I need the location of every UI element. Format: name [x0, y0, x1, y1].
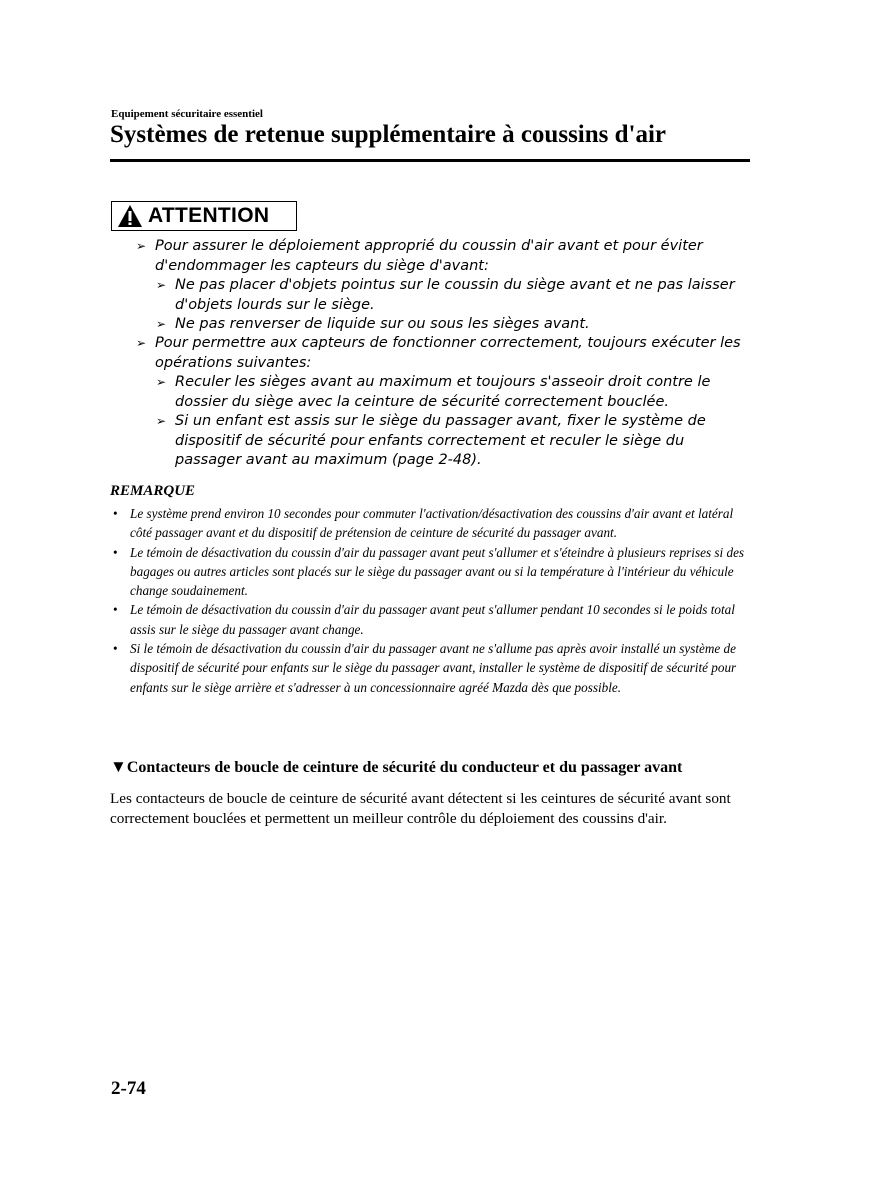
- bullet-icon: •: [113, 641, 118, 657]
- attention-label: ATTENTION: [148, 204, 270, 227]
- remarque-item-text: Si le témoin de désactivation du coussin d'air du passager avant ne s'allume pas après avoir installé un système de dispositif de sécurité pour enfants sur le siège du passager avant, installer le système de dispositif de sécurité pour enfants sur le siège arrière et s'adresser à un concessionnaire agréé Mazda dès que possible.: [130, 641, 737, 695]
- bullet-icon: •: [113, 602, 118, 618]
- warning-triangle-icon: [117, 204, 143, 228]
- bullet-icon: •: [113, 544, 118, 560]
- arrow-bullet-icon: ➢: [156, 414, 167, 428]
- remarque-item: [113, 504, 755, 543]
- attention-subitem: [156, 412, 740, 471]
- attention-item-text: Pour assurer le déploiement approprié du coussin d'air avant et pour éviter d'endommager les capteurs du siège d'avant:: [155, 238, 703, 274]
- remarque-item-text: Le système prend environ 10 secondes pour commuter l'activation/désactivation des coussins d'air avant et latéral côté passager avant et du dispositif de prétension de ceinture de sécurité du passager avant.: [130, 506, 734, 541]
- attention-subitem-text: Ne pas placer d'objets pointus sur le coussin du siège avant et ne pas laisser d'objets lourds sur le siège.: [175, 277, 735, 313]
- remarque-list: [113, 504, 755, 697]
- attention-subitem: [156, 315, 740, 335]
- arrow-bullet-icon: ➢: [156, 375, 167, 389]
- attention-box: [111, 201, 297, 231]
- attention-subitem: [156, 373, 740, 412]
- remarque-item: [113, 543, 755, 601]
- remarque-title: REMARQUE: [110, 483, 196, 499]
- attention-item: [136, 237, 775, 276]
- arrow-bullet-icon: ➢: [136, 336, 147, 350]
- remarque-item-text: Le témoin de désactivation du coussin d'air du passager avant peut s'allumer et s'éteindre à plusieurs reprises si des bagages ou autres articles sont placés sur le siège du passager avant ou si la température à l'intérieur du véhicule change soudainement.: [130, 544, 745, 599]
- section-heading: [110, 757, 682, 777]
- arrow-bullet-icon: ➢: [156, 317, 167, 331]
- remarque-item: [113, 600, 755, 639]
- triangle-down-icon: ▼: [110, 757, 127, 776]
- section-body: Les contacteurs de boucle de ceinture de sécurité avant détectent si les ceintures de sécurité avant sont correctement bouclées et permettent un meilleur contrôle du déploiement des coussins d'air.: [110, 790, 731, 827]
- section-heading-text: Contacteurs de boucle de ceinture de sécurité du conducteur et du passager avant: [126, 759, 683, 776]
- attention-subitem-text: Reculer les sièges avant au maximum et toujours s'asseoir droit contre le dossier du siège avec la ceinture de sécurité correctement bouclée.: [175, 374, 711, 410]
- page-number: 2-74: [111, 1078, 146, 1099]
- arrow-bullet-icon: ➢: [136, 239, 147, 253]
- section-label: Equipement sécuritaire essentiel: [111, 108, 263, 120]
- attention-item-text: Pour permettre aux capteurs de fonctionner correctement, toujours exécuter les opérations suivantes:: [155, 335, 741, 371]
- attention-item: [136, 334, 775, 373]
- page-title: Systèmes de retenue supplémentaire à coussins d'air: [110, 121, 667, 148]
- remarque-item-text: Le témoin de désactivation du coussin d'air du passager avant peut s'allumer pendant 10 secondes si le poids total assis sur le siège du passager avant change.: [130, 602, 735, 637]
- attention-subitem-text: Ne pas renverser de liquide sur ou sous les sièges avant.: [175, 316, 590, 332]
- title-rule: [110, 159, 750, 162]
- remarque-item: [113, 639, 755, 697]
- attention-subitem-text: Si un enfant est assis sur le siège du passager avant, fixer le système de dispositif de sécurité pour enfants correctement et reculer le siège du passager avant au maximum (page 2-48).: [175, 413, 706, 468]
- bullet-icon: •: [113, 506, 118, 521]
- arrow-bullet-icon: ➢: [156, 278, 167, 292]
- attention-subitem: [156, 276, 740, 315]
